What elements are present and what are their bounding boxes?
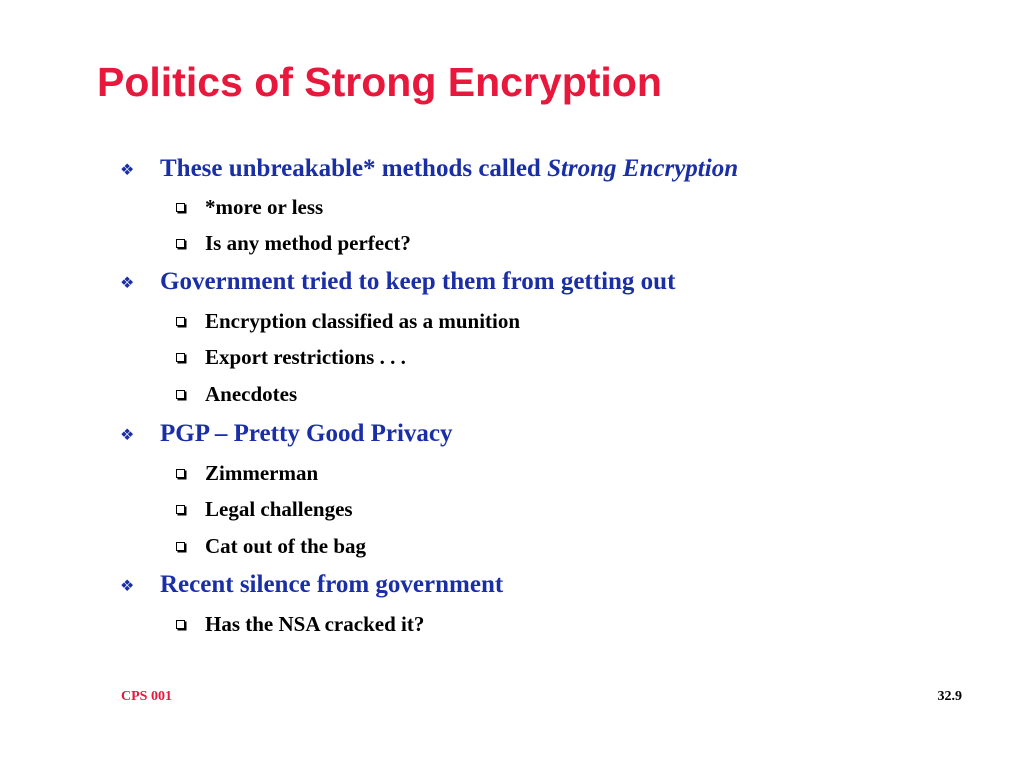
footer-course: CPS 001 [121, 689, 172, 704]
bullet-text: Encryption classified as a munition [205, 309, 521, 333]
four-diamond-icon: ❖ [120, 275, 135, 292]
shadowed-square-icon [176, 353, 185, 362]
bullet-text: Anecdotes [205, 382, 298, 406]
bullet-text: Zimmerman [205, 461, 319, 485]
four-diamond-icon: ❖ [120, 578, 135, 595]
shadowed-square-icon [176, 542, 185, 551]
bullet-text: *more or less [205, 195, 324, 219]
bullet-text: Cat out of the bag [205, 534, 366, 558]
bullet-emphasis: Strong Encryption [547, 155, 739, 182]
shadowed-square-icon [176, 203, 185, 212]
footer-page-number: 32.9 [937, 689, 962, 704]
four-diamond-icon: ❖ [120, 162, 135, 179]
bullet-text: Government tried to keep them from getting out [160, 268, 676, 295]
bullet-text: Has the NSA cracked it? [205, 612, 425, 636]
shadowed-square-icon [176, 239, 185, 248]
bullet-text: Is any method perfect? [205, 231, 411, 255]
slide-title: Politics of Strong Encryption [97, 59, 662, 105]
bullet-text: Recent silence from government [160, 571, 504, 598]
shadowed-square-icon [176, 620, 185, 629]
shadowed-square-icon [176, 505, 185, 514]
shadowed-square-icon [176, 469, 185, 478]
four-diamond-icon: ❖ [120, 427, 135, 444]
bullet-text: Legal challenges [205, 497, 353, 521]
bullet-text: PGP – Pretty Good Privacy [160, 420, 453, 447]
shadowed-square-icon [176, 390, 185, 399]
bullet-text: These unbreakable* methods called [160, 155, 548, 182]
bullet-text: Export restrictions . . . [205, 345, 406, 369]
shadowed-square-icon [176, 317, 185, 326]
